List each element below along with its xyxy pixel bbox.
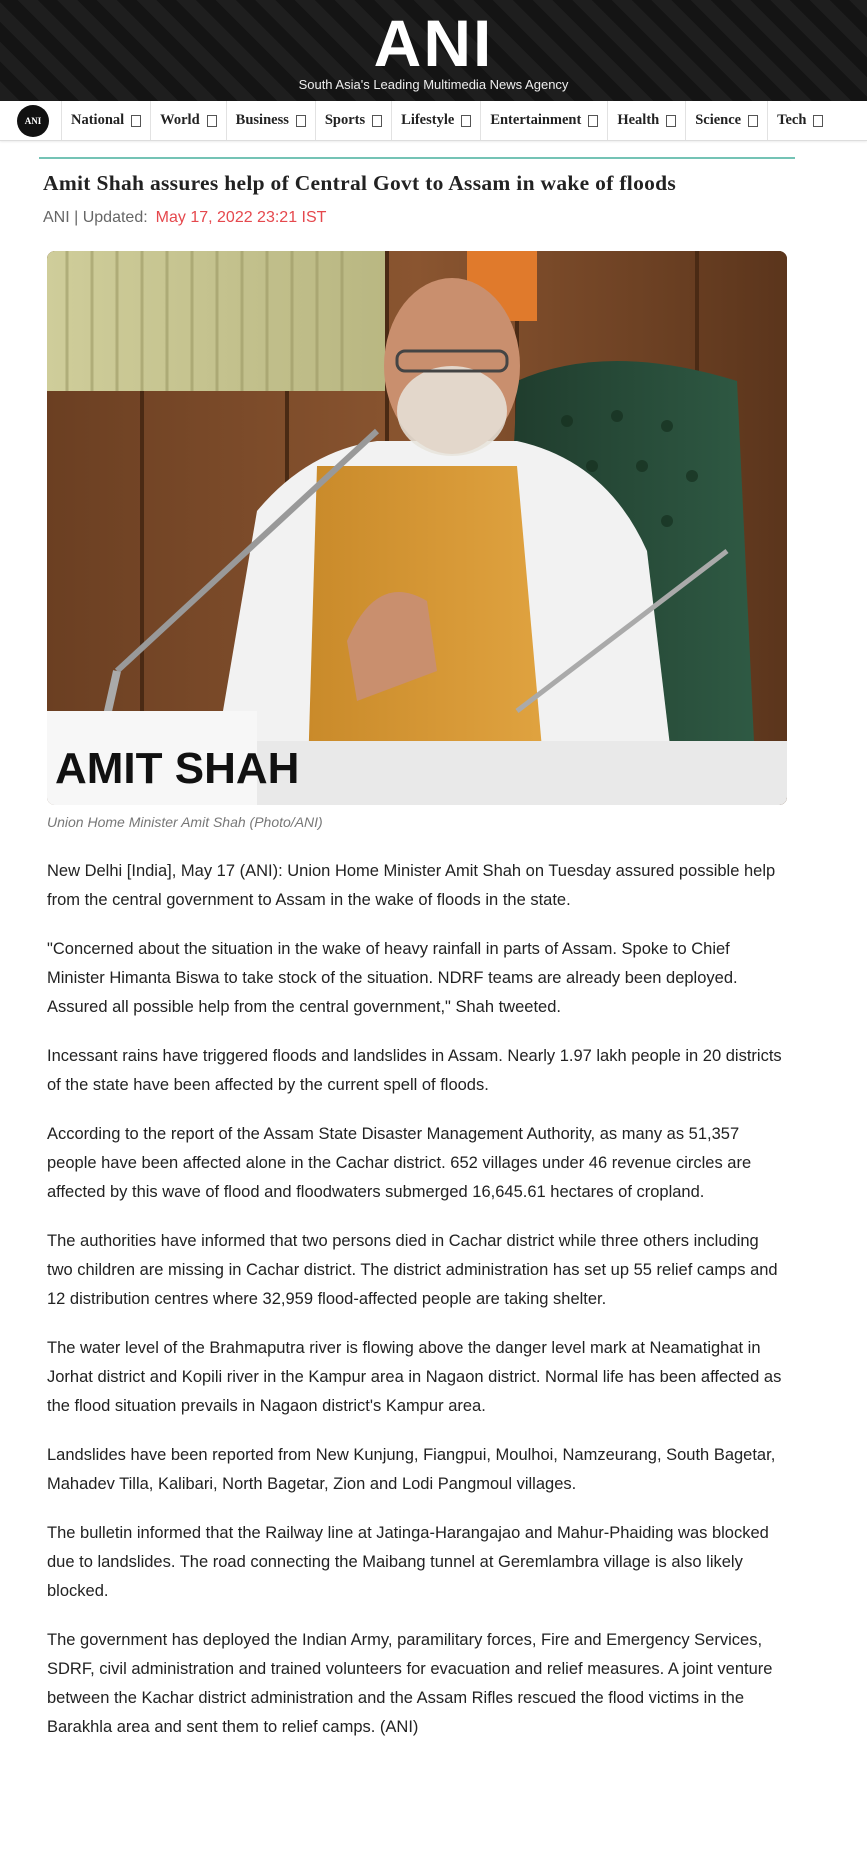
site-tagline: South Asia's Leading Multimedia News Agency: [298, 77, 569, 92]
chevron-down-icon: [588, 115, 598, 127]
nav-item-national[interactable]: [61, 101, 150, 140]
article-paragraph: Incessant rains have triggered floods and landslides in Assam. Nearly 1.97 lakh people in 20 districts of the state have been affected by the current spell of floods.: [47, 1047, 782, 1094]
article-paragraph: The bulletin informed that the Railway line at Jatinga-Harangajao and Mahur-Phaiding was blocked due to landslides. The road connecting the Maibang tunnel at Geremlambra village is also likely blocked.: [47, 1524, 769, 1600]
chevron-down-icon: [372, 115, 382, 127]
home-icon[interactable]: [17, 105, 49, 137]
masthead: [0, 0, 867, 101]
nav-label: World: [160, 112, 200, 128]
nav-item-lifestyle[interactable]: [391, 101, 480, 140]
byline-source: ANI | Updated:: [43, 209, 148, 226]
nav-item-tech[interactable]: [767, 101, 832, 140]
nav-label: Sports: [324, 112, 366, 128]
article-paragraph: "Concerned about the situation in the wake of heavy rainfall in parts of Assam. Spoke to Chief Minister Himanta Biswa to take stock of the situation. NDRF teams are already been deployed. Assured all possible help from the central government," Shah tweeted.: [47, 940, 738, 1016]
site-logo[interactable]: ANI: [373, 6, 494, 80]
photo-caption: Union Home Minister Amit Shah (Photo/ANI): [47, 814, 323, 830]
article-body: [47, 857, 787, 1762]
byline-date: May 17, 2022 23:21 IST: [155, 209, 327, 226]
nav-label: Tech: [777, 112, 807, 128]
article-paragraph: The government has deployed the Indian Army, paramilitary forces, Fire and Emergency Services, SDRF, civil administration and trained volunteers for evacuation and relief measures. A joint venture between the Kachar district administration and the Assam Rifles rescued the flood victims in the Barakhla area and sent them to relief camps. (ANI): [47, 1631, 773, 1736]
article-paragraph: New Delhi [India], May 17 (ANI): Union Home Minister Amit Shah on Tuesday assured possible help from the central government to Assam in the wake of floods in the state.: [47, 862, 776, 909]
nav-label: Lifestyle: [401, 112, 455, 128]
main-nav: [0, 101, 867, 141]
nav-item-entertainment[interactable]: [480, 101, 607, 140]
photo-nameplate: AMIT SHAH: [55, 744, 300, 793]
chevron-down-icon: [748, 115, 758, 127]
nav-label: Business: [235, 112, 289, 128]
nav-item-sports[interactable]: [315, 101, 391, 140]
article-photo[interactable]: [47, 251, 787, 805]
chevron-down-icon: [207, 115, 217, 127]
article-byline: [43, 209, 326, 227]
nav-label: Science: [695, 112, 742, 128]
nav-item-science[interactable]: [685, 101, 767, 140]
nav-item-business[interactable]: [226, 101, 315, 140]
chevron-down-icon: [666, 115, 676, 127]
article-paragraph: The water level of the Brahmaputra river is flowing above the danger level mark at Neamatighat in Jorhat district and Kopili river in the Kampur area in Nagaon district. Normal life has been affected as the flood situation prevails in Nagaon district's Kampur area.: [47, 1339, 782, 1415]
article-headline: Amit Shah assures help of Central Govt to Assam in wake of floods: [43, 171, 677, 195]
article-paragraph: Landslides have been reported from New Kunjung, Fiangpui, Moulhoi, Namzeurang, South Bagetar, Mahadev Tilla, Kalibari, North Bagetar, Zion and Lodi Pangmoul villages.: [47, 1446, 776, 1493]
article-paragraph: According to the report of the Assam State Disaster Management Authority, as many as 51,357 people have been affected alone in the Cachar district. 652 villages under 46 revenue circles are affected by this wave of flood and floodwaters submerged 16,645.61 hectares of cropland.: [47, 1125, 752, 1201]
nav-label: National: [71, 112, 125, 128]
article-paragraph: The authorities have informed that two persons died in Cachar district while three others including two children are missing in Cachar district. The district administration has set up 55 relief camps and 12 distribution centres where 32,959 flood-affected people are taking shelter.: [47, 1232, 778, 1308]
home-badge-label: ANI: [24, 115, 42, 126]
chevron-down-icon: [131, 115, 141, 127]
nav-item-health[interactable]: [607, 101, 685, 140]
chevron-down-icon: [813, 115, 823, 127]
photo-illustration: [47, 251, 787, 805]
chevron-down-icon: [296, 115, 306, 127]
chevron-down-icon: [461, 115, 471, 127]
nav-label: Health: [617, 112, 660, 128]
nav-label: Entertainment: [490, 112, 582, 128]
nav-item-world[interactable]: [150, 101, 225, 140]
headline-divider: [39, 157, 795, 159]
